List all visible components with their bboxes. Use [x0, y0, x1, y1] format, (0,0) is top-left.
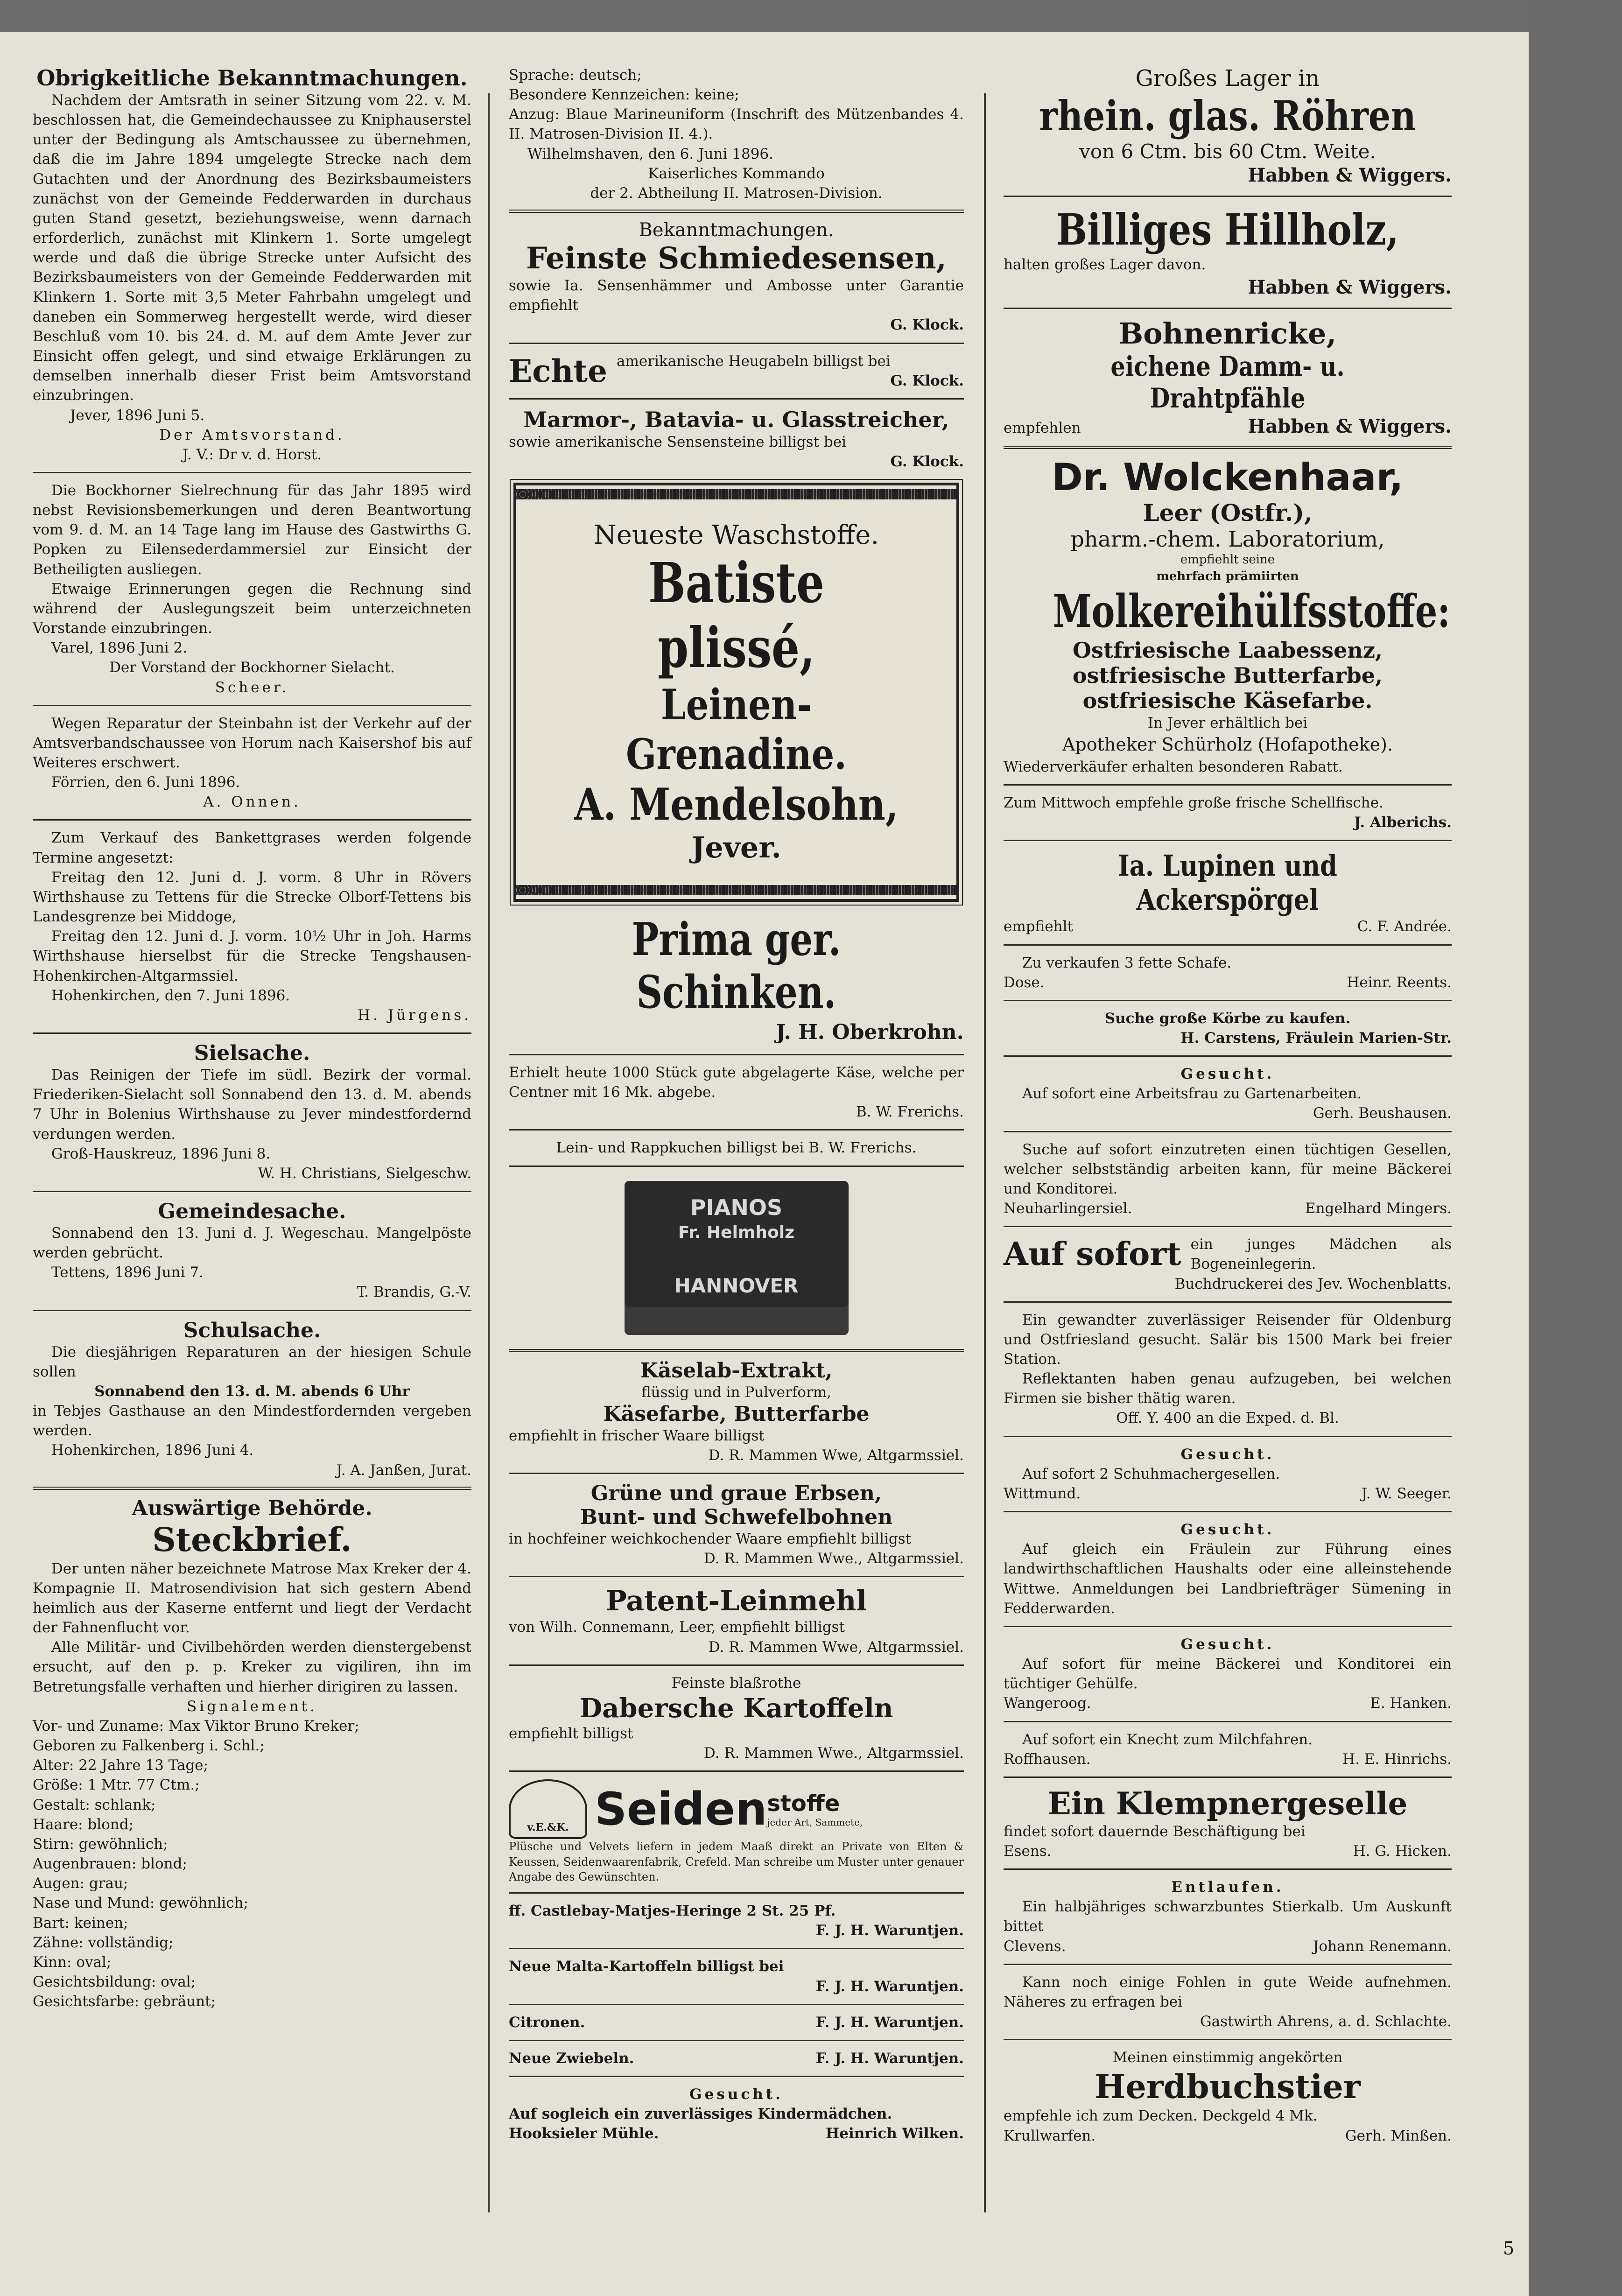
- ad-line: Ostfriesische Laabessenz,: [1072, 638, 1383, 663]
- ad-text: empfiehlt: [1004, 918, 1073, 935]
- ad-block: [1004, 1937, 1452, 1956]
- piano-illustration: [625, 1181, 849, 1335]
- ad-text: Zum Mittwoch empfehle große frische Schellfische.: [1004, 794, 1383, 812]
- ad-line: flüssig und in Pulverform,: [641, 1383, 832, 1401]
- notice-signature: Der Amtsvorstand.: [159, 426, 345, 443]
- notice-date: Varel, 1896 Juni 2.: [51, 639, 188, 657]
- ad-text: Lein- und Rappkuchen billigst bei B. W. Frerichs.: [556, 1139, 917, 1157]
- ad-text: findet sofort dauernde Beschäftigung bei: [1004, 1823, 1306, 1840]
- notice-text: Der unten näher bezeichnete Matrose Max Kreker der 4. Kompagnie II. Matrosendivision hat sich gestern Abend heimlich aus der Kaserne entfernt und liegt der Verdacht der Fahnenflucht vor.: [33, 1560, 471, 1636]
- ad-signature: J. H. Oberkrohn.: [776, 1020, 964, 1045]
- ad-text: von Wilh. Connemann, Leer, empfiehlt billigst: [509, 1619, 845, 1636]
- column-left: [33, 65, 471, 2011]
- notice-text: Sonnabend den 13. Juni d. J. Wegeschau. Mangelpöste werden gebrücht.: [33, 1224, 471, 1262]
- ad-block: [1004, 917, 1452, 936]
- ad-title: stoffe: [767, 1790, 840, 1817]
- signalement-item: Augen: grau;: [33, 1875, 128, 1892]
- ad-title: eichene Damm- u. Drahtpfähle: [1110, 350, 1345, 414]
- ad-text: Auf sofort ein Knecht zum Milchfahren.: [1022, 1731, 1313, 1748]
- signalement-item: Geboren zu Falkenberg i. Schl.;: [33, 1737, 265, 1755]
- column-middle: [509, 65, 964, 2143]
- ad-title: Echte: [509, 352, 607, 389]
- ad-line: Wiederverkäufer erhalten besonderen Rabatt.: [1004, 758, 1343, 775]
- ad-text: Erhielt heute 1000 Stück gute abgelagerte Käse, welche per Centner mit 16 Mk. abgebe.: [509, 1064, 964, 1101]
- ad-title: Dabersche Kartoffeln: [579, 1692, 893, 1724]
- signalement-item: Gestalt: schlank;: [33, 1796, 156, 1813]
- notice-text: Die diesjährigen Reparaturen an der hiesigen Schule sollen: [33, 1343, 471, 1380]
- section-heading: Gemeindesache.: [158, 1199, 346, 1223]
- ad-title: Marmor-, Batavia- u. Glasstreicher,: [523, 407, 949, 432]
- ad-text: Neuharlingersiel.: [1004, 1200, 1132, 1217]
- signalement-item: Vor- und Zuname: Max Viktor Bruno Kreker;: [33, 1717, 359, 1734]
- ad-line: empfiehlt seine: [1180, 553, 1275, 567]
- notice-signature: W. H. Christians, Sielgeschw.: [258, 1165, 471, 1182]
- ad-title: Gesucht.: [1180, 1446, 1275, 1463]
- ad-text: halten großes Lager davon.: [1004, 256, 1206, 274]
- notice-date: Förrien, den 6. Juni 1896.: [51, 774, 240, 791]
- ad-text: empfehle ich zum Decken. Deckgeld 4 Mk.: [1004, 2107, 1318, 2125]
- ad-line: ostfriesische Butterfarbe,: [1072, 663, 1383, 688]
- ad-title: Feinste Schmiedesensen,: [526, 241, 947, 276]
- notice-text: Das Reinigen der Tiefe im südl. Bezirk der vormal. Friederiken-Sielacht soll Sonnabend den 13. d. M. abends 7 Uhr in Bolenius Wirthshause zu Jever mindestfordernd verdungen werden.: [33, 1067, 471, 1143]
- framed-advertisement: [513, 483, 959, 902]
- section-heading: Auswärtige Behörde.: [132, 1496, 372, 1520]
- ad-signature: Engelhard Mingers.: [1305, 1200, 1452, 1217]
- ad-text: Suche große Körbe zu kaufen.: [1104, 1010, 1351, 1027]
- ad-line: ostfriesische Käsefarbe.: [1082, 688, 1373, 714]
- notice-signature: Scheer.: [215, 679, 289, 696]
- ad-line: Jever.: [691, 830, 781, 865]
- ad-text: Auf sofort 2 Schuhmachergesellen.: [1022, 1465, 1280, 1482]
- ad-text: empfiehlt in frischer Waare billigst: [509, 1427, 765, 1444]
- ad-line: mehrfach prämiirten: [1156, 569, 1299, 583]
- ad-text: Roffhausen.: [1004, 1750, 1091, 1768]
- ad-title: Ein Klempnergeselle: [1047, 1785, 1408, 1822]
- ad-line: Neueste Waschstoffe.: [593, 520, 879, 551]
- ad-text: Wangeroog.: [1004, 1695, 1091, 1712]
- ad-signature: F. J. H. Waruntjen.: [815, 1922, 964, 1939]
- ad-text: Dose.: [1004, 974, 1045, 991]
- ad-text: ein junges Mädchen als Bogeneinlegerin.: [1190, 1236, 1452, 1273]
- ad-signature: Gerh. Minßen.: [1345, 2127, 1452, 2144]
- ad-text: empfiehlt billigst: [509, 1725, 633, 1742]
- ad-signature: F. J. H. Waruntjen.: [815, 2014, 964, 2031]
- notice-signature: H. Jürgens.: [358, 1006, 471, 1024]
- notice-signature: Der Vorstand der Bockhorner Sielacht.: [109, 659, 395, 676]
- notice-text: Besondere Kennzeichen: keine;: [509, 86, 739, 104]
- column-rule: [984, 93, 986, 2212]
- ad-text: Esens.: [1004, 1842, 1052, 1860]
- ad-signature: H. G. Hicken.: [1353, 1842, 1452, 1860]
- ad-signature: J. W. Seeger.: [1361, 1485, 1452, 1502]
- ad-block: [1004, 414, 1452, 439]
- ad-text: Krullwarfen.: [1004, 2127, 1096, 2144]
- notice-date: Wilhelmshaven, den 6. Juni 1896.: [527, 145, 773, 162]
- notice-signature: J. V.: Dr v. d. Horst.: [182, 446, 322, 463]
- ad-title: Ia. Lupinen und Ackerspörgel: [1118, 849, 1337, 917]
- ad-text: Plüsche und Velvets liefern in jedem Maaß direkt an Private von Elten & Keussen, Seidenwaarenfabrik, Crefeld. Man schreibe um Muster unter genauer Angabe des Gewünschten.: [509, 1840, 964, 1884]
- ad-title: Gesucht.: [1180, 1066, 1275, 1083]
- ad-block: [1004, 973, 1452, 992]
- ad-text: Auf sogleich ein zuverlässiges Kindermädchen.: [509, 2106, 892, 2123]
- ad-title: Bunt- und Schwefelbohnen: [580, 1505, 893, 1530]
- ad-text: jeder Art, Sammete,: [767, 1817, 863, 1828]
- signalement-item: Alter: 22 Jahre 13 Tage;: [33, 1757, 209, 1774]
- ad-text: Zu verkaufen 3 fette Schafe.: [1022, 954, 1232, 971]
- ad-signature: D. R. Mammen Wwe, Altgarmssiel.: [708, 1638, 964, 1656]
- ad-text: amerikanische Heugabeln billigst bei: [616, 352, 891, 370]
- notice-text: Alle Militär- und Civilbehörden werden dienstergebenst ersucht, auf den p. p. Kreker zu vigiliren, ihn im Betretungsfalle verhaften und hierher dirigiren zu lassen.: [33, 1639, 471, 1695]
- ad-block: [1004, 1749, 1452, 1769]
- notice-text: Wegen Reparatur der Steinbahn ist der Verkehr auf der Amtsverbandschaussee von Horum nach Kaisershof bis auf Weiteres erschwert.: [33, 715, 471, 771]
- ad-text: ff. Castlebay-Matjes-Heringe 2 St. 25 Pf.: [509, 1903, 836, 1920]
- ad-signature: C. F. Andrée.: [1357, 918, 1452, 935]
- ad-block: [509, 2124, 964, 2143]
- silk-advertisement: [509, 1779, 964, 1839]
- column-rule: [488, 93, 490, 2212]
- signalement-item: Haare: blond;: [33, 1816, 134, 1833]
- notice-text: Zum Verkauf des Bankettgrases werden folgende Termine angesetzt:: [33, 829, 471, 866]
- ad-text: Reflektanten haben genau aufzugeben, bei welchen Firmen sie bisher thätig waren.: [1004, 1370, 1452, 1407]
- ad-title: Käsefarbe, Butterfarbe: [603, 1402, 870, 1426]
- ad-signature: Gerh. Beushausen.: [1313, 1105, 1452, 1122]
- ad-title: Bohnenricke,: [1118, 316, 1337, 351]
- ad-line: Batiste plissé,: [648, 550, 825, 681]
- ad-signature: Johann Renemann.: [1313, 1938, 1452, 1955]
- notice-signature: J. A. Janßen, Jurat.: [336, 1461, 471, 1479]
- ad-text: Auf gleich ein Fräulein zur Führung eines landwirthschaftlichen Haushalts oder eine alleinstehende Wittwe. Anmeldungen bei Landbriefträger Sümening in Fedderwarden.: [1004, 1541, 1452, 1617]
- notice-signature: A. Onnen.: [203, 793, 301, 811]
- ad-title: Herdbuchstier: [1095, 2067, 1361, 2106]
- ad-line: Großes Lager in: [1135, 65, 1320, 91]
- ad-title: Billiges Hillholz,: [1056, 204, 1399, 255]
- ad-signature: G. Klock.: [890, 316, 964, 334]
- page-number: 5: [1503, 2238, 1515, 2259]
- ad-line: Leinen-Grenadine.: [626, 680, 847, 779]
- ad-line: Feinste blaßrothe: [671, 1674, 801, 1692]
- ad-signature: F. J. H. Waruntjen.: [815, 1978, 964, 1995]
- ad-block: [1004, 1841, 1452, 1861]
- ad-title: Gesucht.: [689, 2086, 783, 2103]
- ad-text: Suche auf sofort einzutreten einen tüchtigen Gesellen, welcher selbstständig arbeiten kann, für meine Bäckerei und Konditorei.: [1004, 1141, 1452, 1197]
- ad-text: Clevens.: [1004, 1938, 1066, 1955]
- ad-text: sowie Ia. Sensenhämmer und Ambosse unter Garantie empfiehlt: [509, 277, 964, 314]
- ad-title: Entlaufen.: [1171, 1879, 1284, 1896]
- notice-text: Sprache: deutsch;: [509, 67, 642, 84]
- signalement-item: Zähne: vollständig;: [33, 1934, 174, 1951]
- section-heading: Sielsache.: [194, 1041, 310, 1066]
- ad-signature: H. Carstens, Fräulein Marien-Str.: [1180, 1029, 1452, 1046]
- signalement-item: Stirn: gewöhnlich;: [33, 1835, 168, 1853]
- border-ornament: [516, 885, 956, 895]
- ad-title: Käselab-Extrakt,: [640, 1358, 833, 1383]
- logo-text: v.E.&K.: [527, 1821, 569, 1834]
- ad-text: Neue Zwiebeln.: [509, 2050, 634, 2067]
- ad-block: [1004, 2126, 1452, 2146]
- signalement-item: Größe: 1 Mtr. 77 Ctm.;: [33, 1776, 200, 1794]
- scan-margin: [1529, 0, 1622, 2296]
- ad-block: [1004, 1235, 1452, 1274]
- notice-text: Sonnabend den 13. d. M. abends 6 Uhr: [94, 1383, 410, 1400]
- border-ornament: [516, 489, 956, 499]
- notice-text: Etwaige Erinnerungen gegen die Rechnung sind während der Auslegungszeit beim unterzeichneten Vorstande einzubringen.: [33, 580, 471, 637]
- notice-signature: der 2. Abtheilung II. Matrosen-Division.: [590, 184, 883, 202]
- ad-signature: E. Hanken.: [1370, 1695, 1452, 1712]
- ad-title: Grüne und graue Erbsen,: [590, 1482, 882, 1506]
- ad-text: Ein halbjähriges schwarzbuntes Stierkalb. Um Auskunft bittet: [1004, 1898, 1452, 1935]
- ad-line: A. Mendelsohn,: [574, 779, 899, 831]
- ad-text: in hochfeiner weichkochender Waare empfiehlt billigst: [509, 1531, 912, 1548]
- ad-signature: H. E. Hinrichs.: [1342, 1750, 1452, 1768]
- ad-text: Neue Malta-Kartoffeln billigst bei: [509, 1958, 784, 1975]
- piano-label: HANNOVER: [674, 1274, 799, 1297]
- ad-title: Gesucht.: [1180, 1521, 1275, 1538]
- notice-text: Nachdem der Amtsrath in seiner Sitzung vom 22. v. M. beschlossen hat, die Gemeindechaussee zu Kniphauserstel unter der Bedingung als Amtschaussee zu übernehmen, daß die im Jahre 1894 umgelegte Strecke nach dem Gutachten und der Anordnung des Bezirksbaumeisters zunächst von der Gemeinde Fedderwarden in durchaus guten Stand gesetzt, beziehungsweise, wenn darnach erforderlich, zunächst mit Klinkern 1. Sorte umgelegt werde und daß die übrige Strecke unter Aufsicht des Bezirksbaumeisters von der Gemeinde Fedderwarden mit Klinkern 1. Sorte mit 3,5 Meter Fahrbahn umgelegt und daneben ein Sommerweg hergestellt werde, wird dieser Beschluß vom 10. bis 24. d. M. auf dem Amte Jever zur Einsicht offen gelegt, und sind etwaige Erklärungen zu demselben innerhalb dieser Frist beim Amtsvorstand einzubringen.: [33, 92, 471, 404]
- section-heading: Schulsache.: [183, 1318, 321, 1342]
- ad-text: sowie amerikanische Sensensteine billigst bei: [509, 433, 846, 450]
- ad-block: [509, 351, 964, 391]
- notice-date: Hohenkirchen, 1896 Juni 4.: [51, 1442, 254, 1459]
- column-right: [1004, 65, 1452, 2146]
- ad-block: [1004, 1693, 1452, 1713]
- ad-title: Prima ger. Schinken.: [632, 913, 841, 1019]
- notice-date: Jever, 1896 Juni 5.: [70, 407, 205, 424]
- notice-date: Groß-Hauskreuz, 1896 Juni 8.: [51, 1145, 271, 1162]
- ad-line: Leer (Ostfr.),: [1143, 499, 1313, 527]
- signalement-title: Signalement.: [187, 1698, 317, 1715]
- ad-signature: Gastwirth Ahrens, a. d. Schlachte.: [1200, 2013, 1452, 2030]
- signalement-item: Nase und Mund: gewöhnlich;: [33, 1895, 249, 1912]
- ad-title: Dr. Wolckenhaar,: [1052, 456, 1404, 499]
- ad-block: [509, 2049, 964, 2068]
- notice-date: Tettens, 1896 Juni 7.: [51, 1264, 204, 1281]
- ad-title: Molkereihülfsstoffe:: [1053, 585, 1451, 638]
- ad-title: Patent-Leinmehl: [605, 1585, 867, 1618]
- ad-line: Meinen einstimmig angekörten: [1112, 2049, 1343, 2066]
- signalement-item: Gesichtsfarbe: gebräunt;: [33, 1993, 216, 2010]
- ad-block: [1004, 1199, 1452, 1218]
- ad-signature: Off. Y. 400 an die Exped. d. Bl.: [1116, 1410, 1339, 1427]
- section-title: Steckbrief.: [152, 1520, 352, 1559]
- ad-text: Hooksieler Mühle.: [509, 2125, 659, 2142]
- ad-signature: Habben & Wiggers.: [1248, 415, 1452, 437]
- ad-signature: Heinr. Reents.: [1347, 974, 1452, 991]
- beehive-logo: [509, 1779, 587, 1839]
- ad-block: [1004, 1484, 1452, 1503]
- notice-text: in Tebjes Gasthause an den Mindestfordernden vergeben werden.: [33, 1403, 471, 1439]
- section-heading: Obrigkeitliche Bekanntmachungen.: [36, 65, 468, 91]
- notice-text: Die Bockhorner Sielrechnung für das Jahr 1895 wird nebst Revisionsbemerkungen und deren Beantwortung vom 9. d. M. an 14 Tage lang im Hause des Gastwirths G. Popken zu Eilensederdammersiel zur Einsicht der Betheiligten ausliegen.: [33, 482, 471, 578]
- notice-date: Hohenkirchen, den 7. Juni 1896.: [51, 987, 290, 1004]
- ad-title: Seiden: [595, 1783, 767, 1836]
- notice-text: Anzug: Blaue Marineuniform (Inschrift des Mützenbandes 4. II. Matrosen-Division II. 4.).: [509, 106, 964, 143]
- ad-title: Auf sofort: [1004, 1236, 1181, 1273]
- ad-signature: G. Klock.: [890, 372, 964, 389]
- ad-signature: F. J. H. Waruntjen.: [815, 2050, 964, 2067]
- ad-signature: Habben & Wiggers.: [1248, 164, 1452, 186]
- notice-signature: Kaiserliches Kommando: [648, 165, 825, 182]
- ad-signature: Buchdruckerei des Jev. Wochenblatts.: [1174, 1275, 1452, 1292]
- signalement-item: Kinn: oval;: [33, 1953, 112, 1971]
- notice-text: Freitag den 12. Juni d. J. vorm. 8 Uhr in Rövers Wirthshause zu Tettens für die Strecke Olborf-Tettens bis Landesgrenze bei Middoge,: [33, 869, 471, 926]
- ad-line: In Jever erhältlich bei: [1147, 715, 1308, 732]
- ad-block: [509, 2013, 964, 2032]
- signalement-item: Gesichtsbildung: oval;: [33, 1973, 196, 1990]
- ad-signature: Habben & Wiggers.: [1248, 276, 1452, 298]
- ad-text: Wittmund.: [1004, 1485, 1081, 1502]
- ad-text: Auf sofort für meine Bäckerei und Konditorei ein tüchtiger Gehülfe.: [1004, 1656, 1452, 1692]
- ad-text: Citronen.: [509, 2014, 585, 2031]
- ad-signature: D. R. Mammen Wwe., Altgarmssiel.: [703, 1745, 964, 1762]
- signalement-item: Bart: keinen;: [33, 1914, 128, 1931]
- ad-line: Apotheker Schürholz (Hofapotheke).: [1062, 734, 1393, 755]
- ad-text: Ein gewandter zuverlässiger Reisender für Oldenburg und Ostfriesland gesucht. Salär bis 1500 Mark bei freier Station.: [1004, 1311, 1452, 1368]
- ad-text: empfehlen: [1004, 419, 1081, 436]
- ad-signature: G. Klock.: [890, 453, 964, 470]
- ad-line: pharm.-chem. Laboratorium,: [1070, 527, 1385, 552]
- ad-signature: Heinrich Wilken.: [826, 2125, 964, 2142]
- signalement-item: Augenbrauen: blond;: [33, 1855, 187, 1873]
- ad-signature: B. W. Frerichs.: [856, 1103, 964, 1121]
- ad-text: Auf sofort eine Arbeitsfrau zu Gartenarbeiten.: [1022, 1085, 1362, 1102]
- ad-line: von 6 Ctm. bis 60 Ctm. Weite.: [1079, 140, 1376, 163]
- piano-label: PIANOS: [690, 1194, 783, 1220]
- ad-signature: J. Alberichs.: [1354, 814, 1452, 831]
- piano-label: Fr. Helmholz: [678, 1222, 795, 1242]
- section-heading: Bekanntmachungen.: [639, 219, 834, 241]
- ad-signature: D. R. Mammen Wwe, Altgarmssiel.: [708, 1446, 964, 1464]
- ad-title: rhein. glas. Röhren: [1039, 91, 1416, 140]
- signalement-list: [33, 1716, 471, 2011]
- ad-signature: D. R. Mammen Wwe., Altgarmssiel.: [703, 1550, 964, 1567]
- notice-text: Freitag den 12. Juni d. J. vorm. 10½ Uhr in Joh. Harms Wirthshause hierselbst für die Strecke Tengshausen-Hohenkirchen-Altgarmssiel.: [33, 928, 471, 984]
- notice-signature: T. Brandis, G.-V.: [357, 1284, 471, 1301]
- ad-title: Gesucht.: [1180, 1636, 1275, 1653]
- ad-text: Kann noch einige Fohlen in gute Weide aufnehmen. Näheres zu erfragen bei: [1004, 1973, 1452, 2010]
